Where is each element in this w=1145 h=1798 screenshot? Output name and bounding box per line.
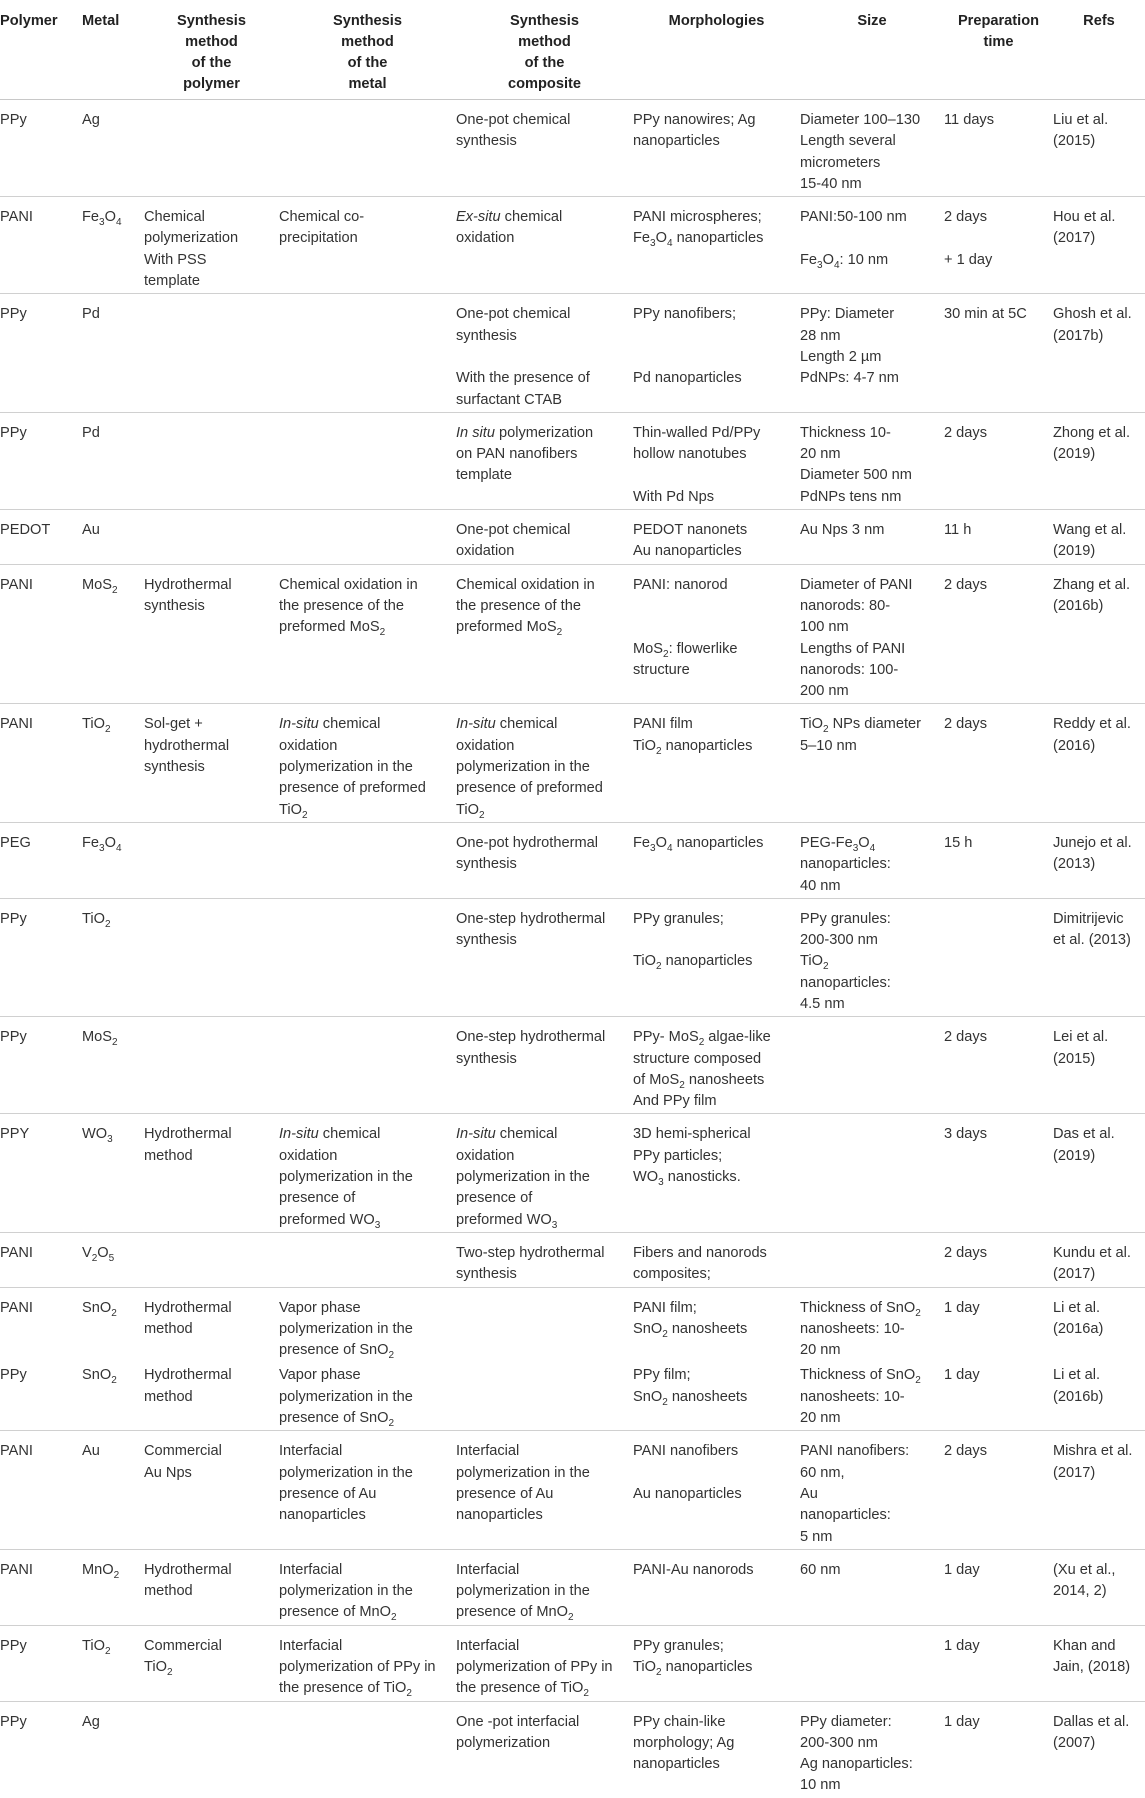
cell-size: 60 nm bbox=[800, 1549, 944, 1625]
cell-size: PANI nanofibers: 60 nm, Au nanoparticles: 5 nm bbox=[800, 1431, 944, 1549]
cell-metal-method: In-situ chemical oxidation polymerization in the presence of preformed TiO$_2$ bbox=[279, 704, 456, 822]
cell-polymer: PANI bbox=[0, 1431, 82, 1549]
cell-metal-method bbox=[279, 1232, 456, 1287]
cell-ref: Junejo et al. (2013) bbox=[1053, 822, 1145, 898]
cell-prep-time: 1 day bbox=[944, 1287, 1053, 1362]
cell-metal-method bbox=[279, 294, 456, 412]
cell-prep-time: 30 min at 5C bbox=[944, 294, 1053, 412]
cell-metal: Pd bbox=[82, 412, 144, 509]
header-metal: Metal bbox=[82, 0, 144, 100]
table-row bbox=[0, 1431, 1145, 1549]
cell-morphology: PPy granules; TiO$_2$ nanoparticles bbox=[633, 898, 800, 1016]
cell-metal-method: In-situ chemical oxidation polymerization in the presence of preformed $WO_3$ bbox=[279, 1114, 456, 1232]
cell-ref: Zhang et al. (2016b) bbox=[1053, 564, 1145, 704]
cell-composite-method: Two-step hydrothermal synthesis bbox=[456, 1232, 633, 1287]
cell-polymer-method: Hydrothermal method bbox=[144, 1367, 232, 1405]
cell-polymer-method: Chemical polymerization With PSS template bbox=[144, 197, 279, 294]
header-polymer-method: Synthesis method of the polymer bbox=[144, 0, 279, 100]
cell-metal-method bbox=[279, 100, 456, 197]
cell-polymer: PANI bbox=[0, 197, 82, 294]
cell-polymer-method: Commercial Au Nps bbox=[144, 1431, 279, 1549]
cell-polymer: PANI bbox=[0, 1232, 82, 1287]
cell-morphology: PPy film; SnO$_2$ nanosheets bbox=[633, 1367, 748, 1408]
header-polymer: Polymer bbox=[0, 0, 82, 100]
table-row bbox=[0, 294, 1145, 412]
cell-metal-method: Interfacial polymerization in the presence of MnO$_2$ bbox=[279, 1549, 456, 1625]
cell-size: PANI:50-100 nm $Fe_3O_4$: 10 nm bbox=[800, 197, 944, 294]
cell-size: Thickness 10- 20 nm Diameter 500 nm PdNPs tens nm bbox=[800, 412, 944, 509]
header-preparation-time: Preparation time bbox=[944, 0, 1053, 100]
cell-metal-method bbox=[279, 412, 456, 509]
cell-metal: Au bbox=[82, 510, 144, 565]
cell-metal: Ag bbox=[82, 1701, 144, 1798]
cell-metal-method bbox=[279, 510, 456, 565]
cell-ref: Mishra et al. (2017) bbox=[1053, 1431, 1145, 1549]
cell-metal: SnO$_2$ bbox=[82, 1287, 144, 1362]
cell-polymer: PANI bbox=[0, 1287, 82, 1362]
table-row bbox=[0, 1549, 1145, 1625]
cell-prep-time: 2 days bbox=[944, 564, 1053, 704]
cell-metal: TiO$_2$ bbox=[82, 704, 144, 822]
cell-morphology: $Fe_3O_4$ nanoparticles bbox=[633, 822, 800, 898]
cell-prep-time: 11 days bbox=[944, 100, 1053, 197]
cell-size bbox=[800, 1114, 944, 1232]
header-size: Size bbox=[800, 0, 944, 100]
cell-metal-method bbox=[279, 1701, 456, 1798]
header-morphologies: Morphologies bbox=[633, 0, 800, 100]
table-row bbox=[0, 1701, 1145, 1798]
cell-morphology: Fibers and nanorods composites; bbox=[633, 1232, 800, 1287]
cell-metal-method bbox=[279, 822, 456, 898]
header-row bbox=[0, 0, 1145, 100]
cell-metal-method: Vapor phase polymerization in the presence of SnO$_2$ bbox=[279, 1287, 456, 1362]
cell-polymer: PPy bbox=[0, 1367, 27, 1384]
header-metal-method: Synthesis method of the metal bbox=[279, 0, 456, 100]
cell-composite-method: One-pot chemical oxidation bbox=[456, 510, 633, 565]
table-row bbox=[0, 1017, 1145, 1114]
cell-polymer-method: Sol-get + hydrothermal synthesis bbox=[144, 704, 279, 822]
cell-polymer: PPY bbox=[0, 1114, 82, 1232]
cell-metal-method: Interfacial polymerization in the presence of Au nanoparticles bbox=[279, 1431, 456, 1549]
table-row bbox=[0, 898, 1145, 1016]
cell-polymer: PPy bbox=[0, 100, 82, 197]
table-row bbox=[0, 197, 1145, 294]
cell-prep-time: 1 day bbox=[944, 1549, 1053, 1625]
cell-prep-time: 15 h bbox=[944, 822, 1053, 898]
cell-polymer: PPy bbox=[0, 1701, 82, 1798]
cell-metal: TiO$_2$ bbox=[82, 1625, 144, 1701]
cell-ref: Li et al. (2016b) bbox=[1053, 1367, 1104, 1405]
cell-size: Diameter 100–130 Length several micrometers 15-40 nm bbox=[800, 100, 944, 197]
cell-size bbox=[800, 1625, 944, 1701]
cell-polymer-method bbox=[144, 898, 279, 1016]
cell-ref: Hou et al. (2017) bbox=[1053, 197, 1145, 294]
header-composite-method: Synthesis method of the composite bbox=[456, 0, 633, 100]
cell-prep-time: 2 days bbox=[944, 704, 1053, 822]
cell-ref: Reddy et al. (2016) bbox=[1053, 704, 1145, 822]
cell-composite-method: One-pot chemical synthesis With the presence of surfactant CTAB bbox=[456, 294, 633, 412]
cell-metal: $WO_3$ bbox=[82, 1114, 144, 1232]
cell-ref: Dallas et al. (2007) bbox=[1053, 1701, 1145, 1798]
cell-composite-method: Interfacial polymerization in the presence of Au nanoparticles bbox=[456, 1431, 633, 1549]
cell-composite-method: In-situ chemical oxidation polymerization in the presence of preformed $WO_3$ bbox=[456, 1114, 633, 1232]
cell-size: PEG-$Fe_3O_4$ nanoparticles: 40 nm bbox=[800, 822, 944, 898]
cell-composite-method: In-situ chemical oxidation polymerization in the presence of preformed TiO$_2$ bbox=[456, 704, 633, 822]
cell-polymer: PPy bbox=[0, 294, 82, 412]
cell-prep-time: 2 days bbox=[944, 1017, 1053, 1114]
cell-metal: Pd bbox=[82, 294, 144, 412]
cell-polymer: PANI bbox=[0, 704, 82, 822]
table-row bbox=[0, 412, 1145, 509]
cell-metal-method: Interfacial polymerization of PPy in the presence of TiO$_2$ bbox=[279, 1625, 456, 1701]
cell-polymer-method: Hydrothermal method bbox=[144, 1287, 279, 1362]
cell-prep-time: 1 day bbox=[944, 1701, 1053, 1798]
cell-polymer-method bbox=[144, 1232, 279, 1287]
cell-metal: SnO$_2$ bbox=[82, 1367, 117, 1387]
cell-prep-time: 2 days bbox=[944, 412, 1053, 509]
cell-polymer: PPy bbox=[0, 898, 82, 1016]
cell-size: Thickness of SnO$_2$ nanosheets: 10- 20 nm bbox=[800, 1367, 921, 1427]
cell-prep-time: 1 day bbox=[944, 1625, 1053, 1701]
cell-metal-method: Chemical co- precipitation bbox=[279, 197, 456, 294]
cell-ref: (Xu et al., 2014, 2) bbox=[1053, 1549, 1145, 1625]
cell-polymer: PEDOT bbox=[0, 510, 82, 565]
cell-composite-method: Interfacial polymerization of PPy in the presence of TiO$_2$ bbox=[456, 1625, 633, 1701]
cell-size: TiO$_2$ NPs diameter 5–10 nm bbox=[800, 704, 944, 822]
cell-polymer-method: Commercial TiO$_2$ bbox=[144, 1625, 279, 1701]
cell-morphology: PANI nanofibers Au nanoparticles bbox=[633, 1431, 800, 1549]
cell-polymer-method bbox=[144, 412, 279, 509]
cell-morphology: PPy nanofibers; Pd nanoparticles bbox=[633, 294, 800, 412]
cell-composite-method: One -pot interfacial polymerization bbox=[456, 1701, 633, 1798]
cell-polymer: PPy bbox=[0, 412, 82, 509]
cell-polymer-method bbox=[144, 822, 279, 898]
cell-metal-method: Chemical oxidation in the presence of the preformed MoS$_2$ bbox=[279, 564, 456, 704]
cell-morphology: PPy- MoS$_2$ algae-like structure composed of MoS$_2$ nanosheets And PPy film bbox=[633, 1017, 800, 1114]
cell-polymer: PANI bbox=[0, 1549, 82, 1625]
table-body bbox=[0, 100, 1145, 1798]
cell-polymer: PEG bbox=[0, 822, 82, 898]
cell-metal: TiO$_2$ bbox=[82, 898, 144, 1016]
table-row bbox=[0, 704, 1145, 822]
cell-prep-time: 2 days bbox=[944, 1232, 1053, 1287]
cell-size: PPy diameter: 200-300 nm Ag nanoparticles: 10 nm bbox=[800, 1701, 944, 1798]
cell-polymer: PPy bbox=[0, 1625, 82, 1701]
cell-size: PPy: Diameter 28 nm Length 2 µm PdNPs: 4-7 nm bbox=[800, 294, 944, 412]
cell-composite-method: One-step hydrothermal synthesis bbox=[456, 898, 633, 1016]
cell-polymer: PANI bbox=[0, 564, 82, 704]
cell-ref: Khan and Jain, (2018) bbox=[1053, 1625, 1145, 1701]
cell-polymer-method bbox=[144, 100, 279, 197]
cell-polymer-method bbox=[144, 510, 279, 565]
cell-prep-time: 3 days bbox=[944, 1114, 1053, 1232]
cell-size: PPy granules: 200-300 nm TiO$_2$ nanoparticles: 4.5 nm bbox=[800, 898, 944, 1016]
table-row bbox=[0, 1232, 1145, 1287]
cell-metal-method bbox=[279, 898, 456, 1016]
cell-morphology: PPy nanowires; Ag nanoparticles bbox=[633, 100, 800, 197]
cell-morphology: PANI: nanorod MoS$_2$: flowerlike structure bbox=[633, 564, 800, 704]
cell-morphology: PANI microspheres; $Fe_3O_4$ nanoparticles bbox=[633, 197, 800, 294]
cell-morphology: PANI film; SnO$_2$ nanosheets bbox=[633, 1287, 800, 1362]
cell-size bbox=[800, 1232, 944, 1287]
cell-ref: Liu et al. (2015) bbox=[1053, 100, 1145, 197]
cell-prep-time: 2 days + 1 day bbox=[944, 197, 1053, 294]
cell-ref: Dimitrijevic et al. (2013) bbox=[1053, 898, 1145, 1016]
cell-composite-method: One-pot chemical synthesis bbox=[456, 100, 633, 197]
cell-composite-method bbox=[456, 1362, 633, 1430]
cell-metal: Au bbox=[82, 1431, 144, 1549]
cell-composite-method: Chemical oxidation in the presence of the preformed MoS$_2$ bbox=[456, 564, 633, 704]
table-row bbox=[0, 822, 1145, 898]
table-row bbox=[0, 100, 1145, 197]
cell-ref: Wang et al. (2019) bbox=[1053, 510, 1145, 565]
cell-size bbox=[800, 1017, 944, 1114]
table-row bbox=[0, 1287, 1145, 1362]
table-row bbox=[0, 1114, 1145, 1232]
cell-prep-time: 11 h bbox=[944, 510, 1053, 565]
cell-prep-time bbox=[944, 898, 1053, 1016]
cell-metal-method: Vapor phase polymerization in the presence of SnO$_2$ bbox=[279, 1367, 413, 1429]
cell-metal-method bbox=[279, 1017, 456, 1114]
cell-polymer: PPy bbox=[0, 1017, 82, 1114]
cell-prep-time: 2 days bbox=[944, 1431, 1053, 1549]
cell-ref: Das et al. (2019) bbox=[1053, 1114, 1145, 1232]
cell-morphology: PANI-Au nanorods bbox=[633, 1549, 800, 1625]
cell-polymer-method: Hydrothermal method bbox=[144, 1114, 279, 1232]
cell-composite-method bbox=[456, 1287, 633, 1362]
cell-polymer-method bbox=[144, 1701, 279, 1798]
cell-composite-method: Interfacial polymerization in the presence of MnO$_2$ bbox=[456, 1549, 633, 1625]
cell-metal: $Fe_3O_4$ bbox=[82, 197, 144, 294]
header-refs: Refs bbox=[1053, 0, 1145, 100]
cell-polymer-method: Hydrothermal method bbox=[144, 1549, 279, 1625]
cell-composite-method: One-step hydrothermal synthesis bbox=[456, 1017, 633, 1114]
cell-metal: $V_2O_5$ bbox=[82, 1232, 144, 1287]
table-row bbox=[0, 564, 1145, 704]
table-row bbox=[0, 1625, 1145, 1701]
cell-morphology: 3D hemi-spherical PPy particles; $WO_3$ nanosticks. bbox=[633, 1114, 800, 1232]
cell-morphology: PEDOT nanonets Au nanoparticles bbox=[633, 510, 800, 565]
cell-prep-time: 1 day bbox=[944, 1367, 980, 1384]
cell-morphology: Thin-walled Pd/PPy hollow nanotubes With Pd Nps bbox=[633, 412, 800, 509]
cell-morphology: PANI film TiO$_2$ nanoparticles bbox=[633, 704, 800, 822]
cell-ref: Li et al. (2016a) bbox=[1053, 1287, 1145, 1362]
cell-size: Au Nps 3 nm bbox=[800, 510, 944, 565]
cell-polymer-method bbox=[144, 294, 279, 412]
cell-metal: MoS$_2$ bbox=[82, 1017, 144, 1114]
cell-metal: MnO$_2$ bbox=[82, 1549, 144, 1625]
cell-composite-method: In situ polymerization on PAN nanofibers template bbox=[456, 412, 633, 509]
cell-morphology: PPy chain-like morphology; Ag nanoparticles bbox=[633, 1701, 800, 1798]
table-row bbox=[0, 510, 1145, 565]
cell-polymer-method: Hydrothermal synthesis bbox=[144, 564, 279, 704]
table-row bbox=[0, 1362, 1145, 1430]
cell-size: Thickness of SnO$_2$ nanosheets: 10- 20 nm bbox=[800, 1287, 944, 1362]
cell-polymer-method bbox=[144, 1017, 279, 1114]
cell-ref: Lei et al. (2015) bbox=[1053, 1017, 1145, 1114]
cell-size: Diameter of PANI nanorods: 80- 100 nm Lengths of PANI nanorods: 100- 200 nm bbox=[800, 564, 944, 704]
cell-metal: Ag bbox=[82, 100, 144, 197]
cell-composite-method: One-pot hydrothermal synthesis bbox=[456, 822, 633, 898]
cell-ref: Kundu et al. (2017) bbox=[1053, 1232, 1145, 1287]
cell-ref: Ghosh et al. (2017b) bbox=[1053, 294, 1145, 412]
cell-metal: $Fe_3O_4$ bbox=[82, 822, 144, 898]
cell-ref: Zhong et al. (2019) bbox=[1053, 412, 1145, 509]
cell-metal: MoS$_2$ bbox=[82, 564, 144, 704]
cell-morphology: PPy granules; TiO$_2$ nanoparticles bbox=[633, 1625, 800, 1701]
cell-composite-method: Ex-situ chemical oxidation bbox=[456, 197, 633, 294]
